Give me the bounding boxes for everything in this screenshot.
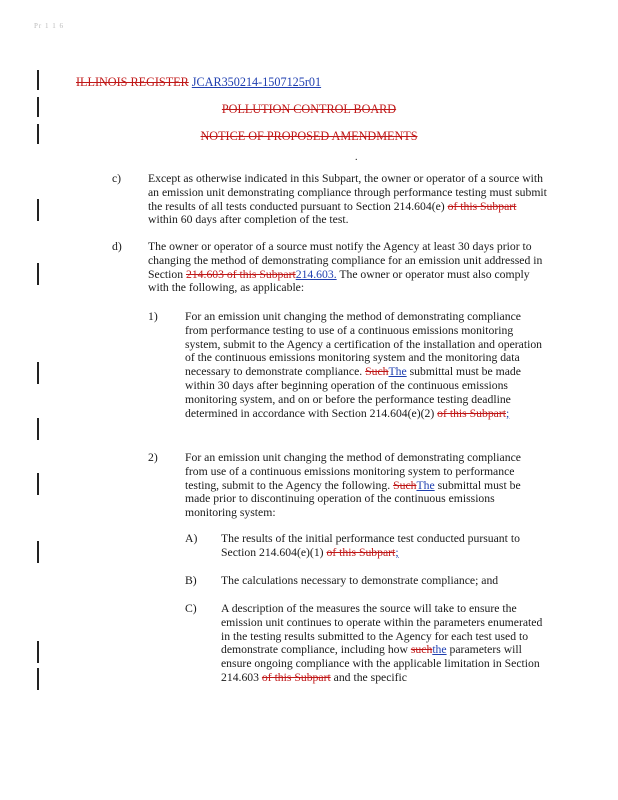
change-bar bbox=[37, 473, 39, 495]
paragraph-d2: For an emission unit changing the method of demonstrating compliance from use of a continuous emissions monitoring system to performance testing, submit to the Agency the following. SuchThe submittal must be made prior to discontinuing operation of the continuous emissions monitoring system: bbox=[185, 451, 521, 520]
change-bar bbox=[37, 362, 39, 384]
board-name: POLLUTION CONTROL BOARD bbox=[221, 102, 397, 116]
item-label-B: B) bbox=[185, 574, 197, 587]
jcar-id: JCAR350214-1507125r01 bbox=[191, 75, 322, 89]
item-label-C: C) bbox=[185, 602, 197, 615]
stray-dot: . bbox=[355, 152, 358, 163]
paragraph-d: The owner or operator of a source must notify the Agency at least 30 days prior to changing the method of demonstrating compliance for an emission unit addressed in Section 214.603 of this Subpart214.603. The owner or operator must also comply with the following, as applicable: bbox=[148, 240, 543, 295]
register-header bbox=[76, 75, 321, 90]
change-bar bbox=[37, 70, 39, 90]
paragraph-A: The results of the initial performance test conducted pursuant to Section 214.604(e)(1) of this Subpart; bbox=[221, 532, 520, 559]
item-label-d: d) bbox=[112, 240, 122, 253]
item-label-d2: 2) bbox=[148, 451, 158, 464]
change-bar bbox=[37, 668, 39, 690]
item-label-c: c) bbox=[112, 172, 122, 185]
paragraph-C: A description of the measures the source will take to ensure the emission unit continues to operate within the parameters enumerated in the testing results submitted to the Agency for each test used to demonstrate compliance, including how suchthe parameters will ensure ongoing compliance with the applicable limitation in Section 214.603 of this Subpart and the specific bbox=[221, 602, 543, 684]
change-bar bbox=[37, 418, 39, 440]
corner-mark: Pr 1 1 6 bbox=[34, 22, 64, 30]
paragraph-c: Except as otherwise indicated in this Subpart, the owner or operator of a source with an emission unit demonstrating compliance through performance testing must submit the results of all tests conducted pursuant to Section 214.604(e) of this Subpart within 60 days after completion of the test. bbox=[148, 172, 547, 227]
change-bar bbox=[37, 199, 39, 221]
paragraph-B: The calculations necessary to demonstrate compliance; and bbox=[221, 574, 499, 587]
item-label-A: A) bbox=[185, 532, 198, 545]
change-bar bbox=[37, 541, 39, 563]
notice-title: NOTICE OF PROPOSED AMENDMENTS bbox=[200, 129, 418, 143]
register-title: ILLINOIS REGISTER bbox=[76, 75, 189, 89]
change-bar bbox=[37, 263, 39, 285]
change-bar bbox=[37, 641, 39, 663]
item-label-d1: 1) bbox=[148, 310, 158, 323]
paragraph-d1: For an emission unit changing the method of demonstrating compliance from performance testing to use of a continuous emissions monitoring system, submit to the Agency a certification of the installation and operation of the continuous emissions monitoring system and the monitoring data necessary to demonstrate compliance. SuchThe submittal must be made within 30 days after beginning operation of the continuous emissions monitoring system, and on or before the performance testing deadline determined in accordance with Section 214.604(e)(2) of this Subpart; bbox=[185, 310, 543, 420]
